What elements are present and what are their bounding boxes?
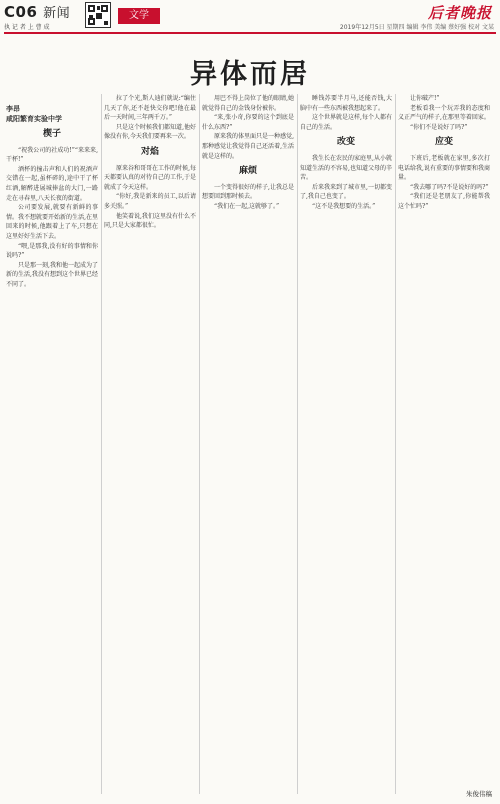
paragraph: 原来谷和哥哥在工作的时候,每天都要认真的对待自己的工作,于是就成了今天这样。 bbox=[104, 164, 196, 191]
paragraph: “这不是我想要的生活。” bbox=[312, 202, 376, 210]
paragraph: 睡钱苏要半月马,还能否钱,大脑中有一些东西被我想起来了。 bbox=[300, 95, 392, 112]
column-divider bbox=[297, 94, 298, 794]
paragraph: 老板看我一个玩弄我的态度和义正严气的样子,在那里等着回家。 bbox=[398, 104, 490, 122]
paragraph: “我们在一起,这就够了。” bbox=[214, 202, 280, 210]
paragraph: 他笑着说,我们这里没有什么不同,只是大家都很忙。 bbox=[104, 212, 196, 230]
editor-line: 执 记 者 上 曹 成 bbox=[4, 24, 50, 31]
section-tag: 文学 bbox=[118, 8, 160, 24]
paragraph: 拉了个光,斯人迪们就说:“编住几天了你,还不赶快交你吧!他在最后一天时间,三年两千万。” bbox=[104, 95, 196, 122]
section-heading: 改变 bbox=[336, 137, 355, 148]
byline-line: 咸阳繁育实验中学 bbox=[6, 115, 62, 123]
paragraph: 只是那一刻,我和他一起成为了新的生活,我没有想到这个世界已经不同了。 bbox=[6, 261, 98, 288]
section-heading: 麻烦 bbox=[238, 166, 257, 177]
paragraph: “你好,我是新来的员工,以后请多关照。” bbox=[104, 193, 196, 210]
paragraph: 我生长在农民的家庭里,从小就知道生活的不容易,也知道父母的辛苦。 bbox=[300, 154, 392, 182]
paragraph: 一个变得很好的样子,让我总是想要回到那时候去。 bbox=[202, 183, 294, 201]
paragraph: 用巴不得上岗位了他的眼睛,她就觉得自己的金钱身份被你。 bbox=[202, 95, 294, 112]
paragraph: “祝我公司的社成功!”“来来来,干杯!” bbox=[6, 146, 98, 164]
article-column bbox=[202, 94, 294, 794]
paragraph: 只是这个时候我们都知道,他好像没有你,今天我们要再来一次。 bbox=[104, 123, 196, 141]
section-heading: 对焰 bbox=[140, 146, 159, 157]
date-line: 2019年12月5日 星期四 编辑 李伟 美编 蔡好强 校对 文某 bbox=[339, 24, 494, 31]
paragraph: “来,张小奇,你要的这个到底是什么东西?” bbox=[202, 114, 294, 131]
article-column bbox=[6, 104, 98, 804]
article-column bbox=[398, 94, 490, 794]
paragraph: 后来我来到了城市里,一切都变了,我自己也变了。 bbox=[300, 183, 392, 201]
paragraph: 酒杯的撞击声和人们的祝酒声交错在一起,虽杯碎的,途中干了杯红酒,解醉进展城捧盆的大门,一路走在寻春里,八天长夜的街道。 bbox=[6, 165, 98, 202]
qr-code-icon bbox=[85, 2, 111, 28]
paragraph: “喂,是那我,没有好的事情和你说吗?” bbox=[6, 242, 98, 260]
column-divider bbox=[199, 94, 200, 794]
section-heading: 楔子 bbox=[42, 129, 61, 139]
article-title: 异体而居 bbox=[190, 59, 310, 90]
column-divider bbox=[395, 94, 396, 794]
newspaper-logo: 后者晚报 bbox=[427, 4, 492, 22]
article-column bbox=[300, 94, 392, 794]
byline bbox=[6, 104, 98, 124]
paragraph: “我们还是老朋友了,你能帮我这个忙吗?” bbox=[398, 193, 490, 210]
paragraph: “我去哪了吗?不是说好的吗?” bbox=[410, 183, 489, 191]
paragraph: 让你破产!” bbox=[410, 95, 440, 102]
byline-line: 李昂 bbox=[6, 105, 20, 113]
paragraph: 下班后,老板就在家里,多次打电话给我,说有重要的事情要和我商量。 bbox=[398, 154, 490, 182]
article-column bbox=[104, 94, 196, 794]
section-heading: 应变 bbox=[434, 137, 453, 148]
section-name: 新闻 bbox=[43, 6, 71, 21]
paragraph: 公司要发展,就要有新鲜的事情。我不想就要开始新的生活,在里回来的时候,他跟着上了车,只想在这里好好生活下去。 bbox=[6, 204, 98, 240]
paragraph: “你们不是说好了吗?” bbox=[410, 123, 468, 131]
masthead bbox=[0, 0, 500, 36]
paragraph: 这个世界就是这样,每个人都有自己的生活。 bbox=[300, 114, 392, 131]
header-rule bbox=[4, 32, 496, 34]
column-divider bbox=[101, 94, 102, 794]
page-number: C06 新闻 bbox=[4, 3, 71, 21]
paragraph: 原来我的体里面只是一种感觉,那种感觉让我觉得自己还活着,生活就是这样的。 bbox=[202, 133, 294, 160]
author-mark: 朱俊伟稿 bbox=[466, 790, 492, 798]
